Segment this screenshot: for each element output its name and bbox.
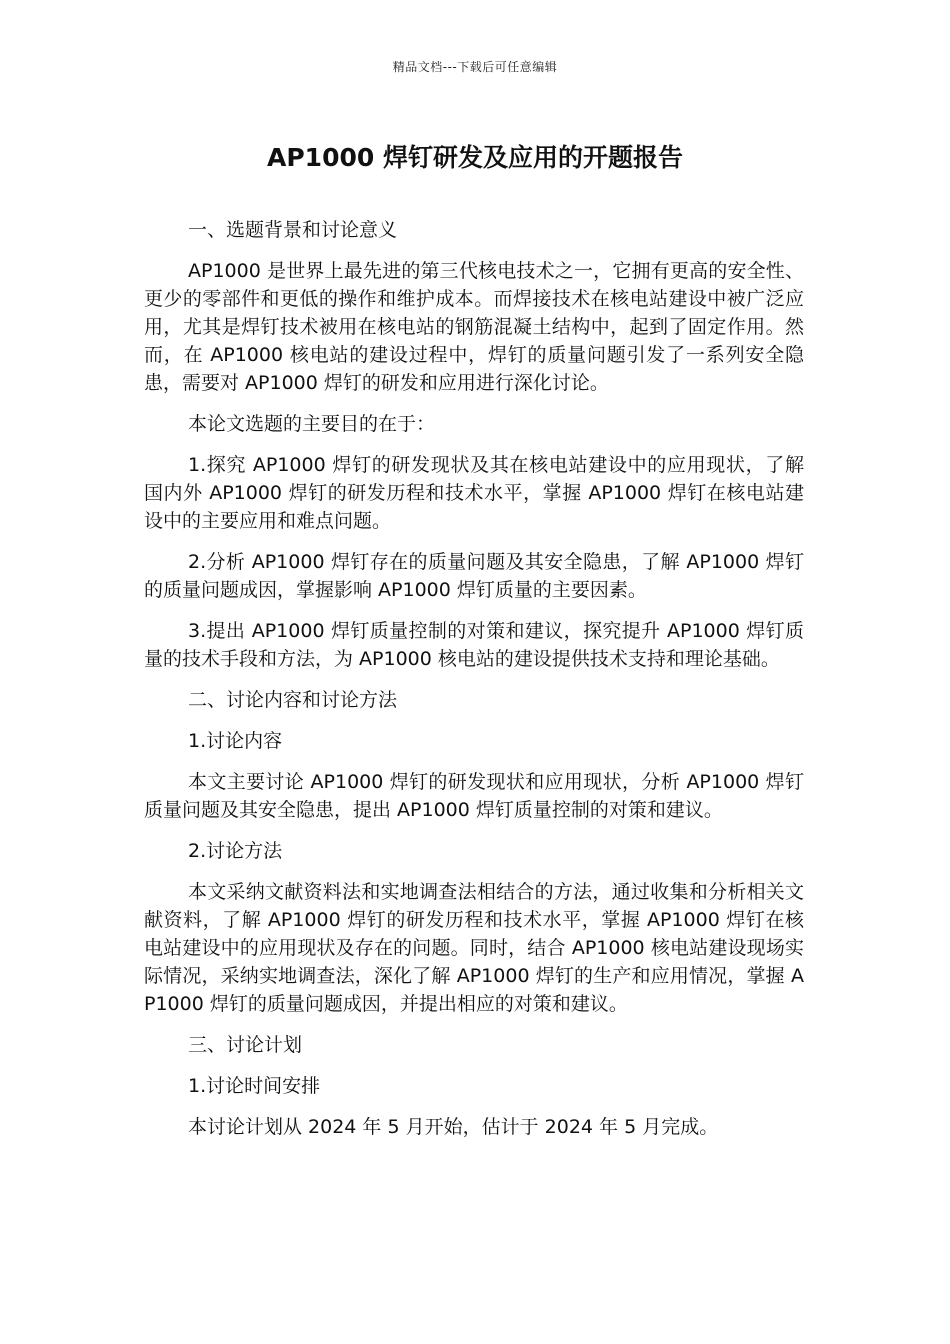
paragraph-method: 本文采纳文献资料法和实地调查法相结合的方法，通过收集和分析相关文献资料，了解 AP1000 焊钉的研发历程和技术水平，掌握 AP1000 焊钉在核电站建设中的应用现状及存在的问题。同时，结合 AP1000 核电站建设现场实际情况，采纳实地调查法，深化了解 AP1000 焊钉的生产和应用情况，掌握 AP1000 焊钉的质量问题成因，并提出相应的对策和建议。 — [144, 881, 804, 1015]
subheading-method: 2.讨论方法 — [188, 840, 283, 862]
paragraph-schedule: 本讨论计划从 2024 年 5 月开始，估计于 2024 年 5 月完成。 — [188, 1116, 719, 1138]
paragraph-purpose-intro: 本论文选题的主要目的在于： — [188, 413, 436, 435]
list-item-purpose-1: 1.探究 AP1000 焊钉的研发现状及其在核电站建设中的应用现状，了解国内外 AP1000 焊钉的研发历程和技术水平，掌握 AP1000 焊钉在核电站建设中的主要应用和难点问题。 — [144, 454, 804, 532]
document-body — [144, 216, 804, 1154]
page-header: 精品文档---下载后可任意编辑 — [392, 60, 558, 74]
subheading-content: 1.讨论内容 — [188, 730, 283, 752]
section-heading-2: 二、讨论内容和讨论方法 — [188, 689, 398, 711]
paragraph-background: AP1000 是世界上最先进的第三代核电技术之一，它拥有更高的安全性、更少的零部件和更低的操作和维护成本。而焊接技术在核电站建设中被广泛应用，尤其是焊钉技术被用在核电站的钢筋混凝土结构中，起到了固定作用。然而，在 AP1000 核电站的建设过程中，焊钉的质量问题引发了一系列安全隐患，需要对 AP1000 焊钉的研发和应用进行深化讨论。 — [144, 260, 804, 394]
list-item-purpose-2: 2.分析 AP1000 焊钉存在的质量问题及其安全隐患，了解 AP1000 焊钉的质量问题成因，掌握影响 AP1000 焊钉质量的主要因素。 — [144, 551, 804, 601]
subheading-schedule: 1.讨论时间安排 — [188, 1075, 321, 1097]
document-title: AP1000 焊钉研发及应用的开题报告 — [267, 143, 683, 172]
section-heading-3: 三、讨论计划 — [188, 1034, 303, 1056]
section-heading-1: 一、选题背景和讨论意义 — [188, 219, 398, 241]
list-item-purpose-3: 3.提出 AP1000 焊钉质量控制的对策和建议，探究提升 AP1000 焊钉质量的技术手段和方法，为 AP1000 核电站的建设提供技术支持和理论基础。 — [144, 620, 804, 670]
paragraph-content: 本文主要讨论 AP1000 焊钉的研发现状和应用现状，分析 AP1000 焊钉质量问题及其安全隐患，提出 AP1000 焊钉质量控制的对策和建议。 — [144, 771, 804, 821]
